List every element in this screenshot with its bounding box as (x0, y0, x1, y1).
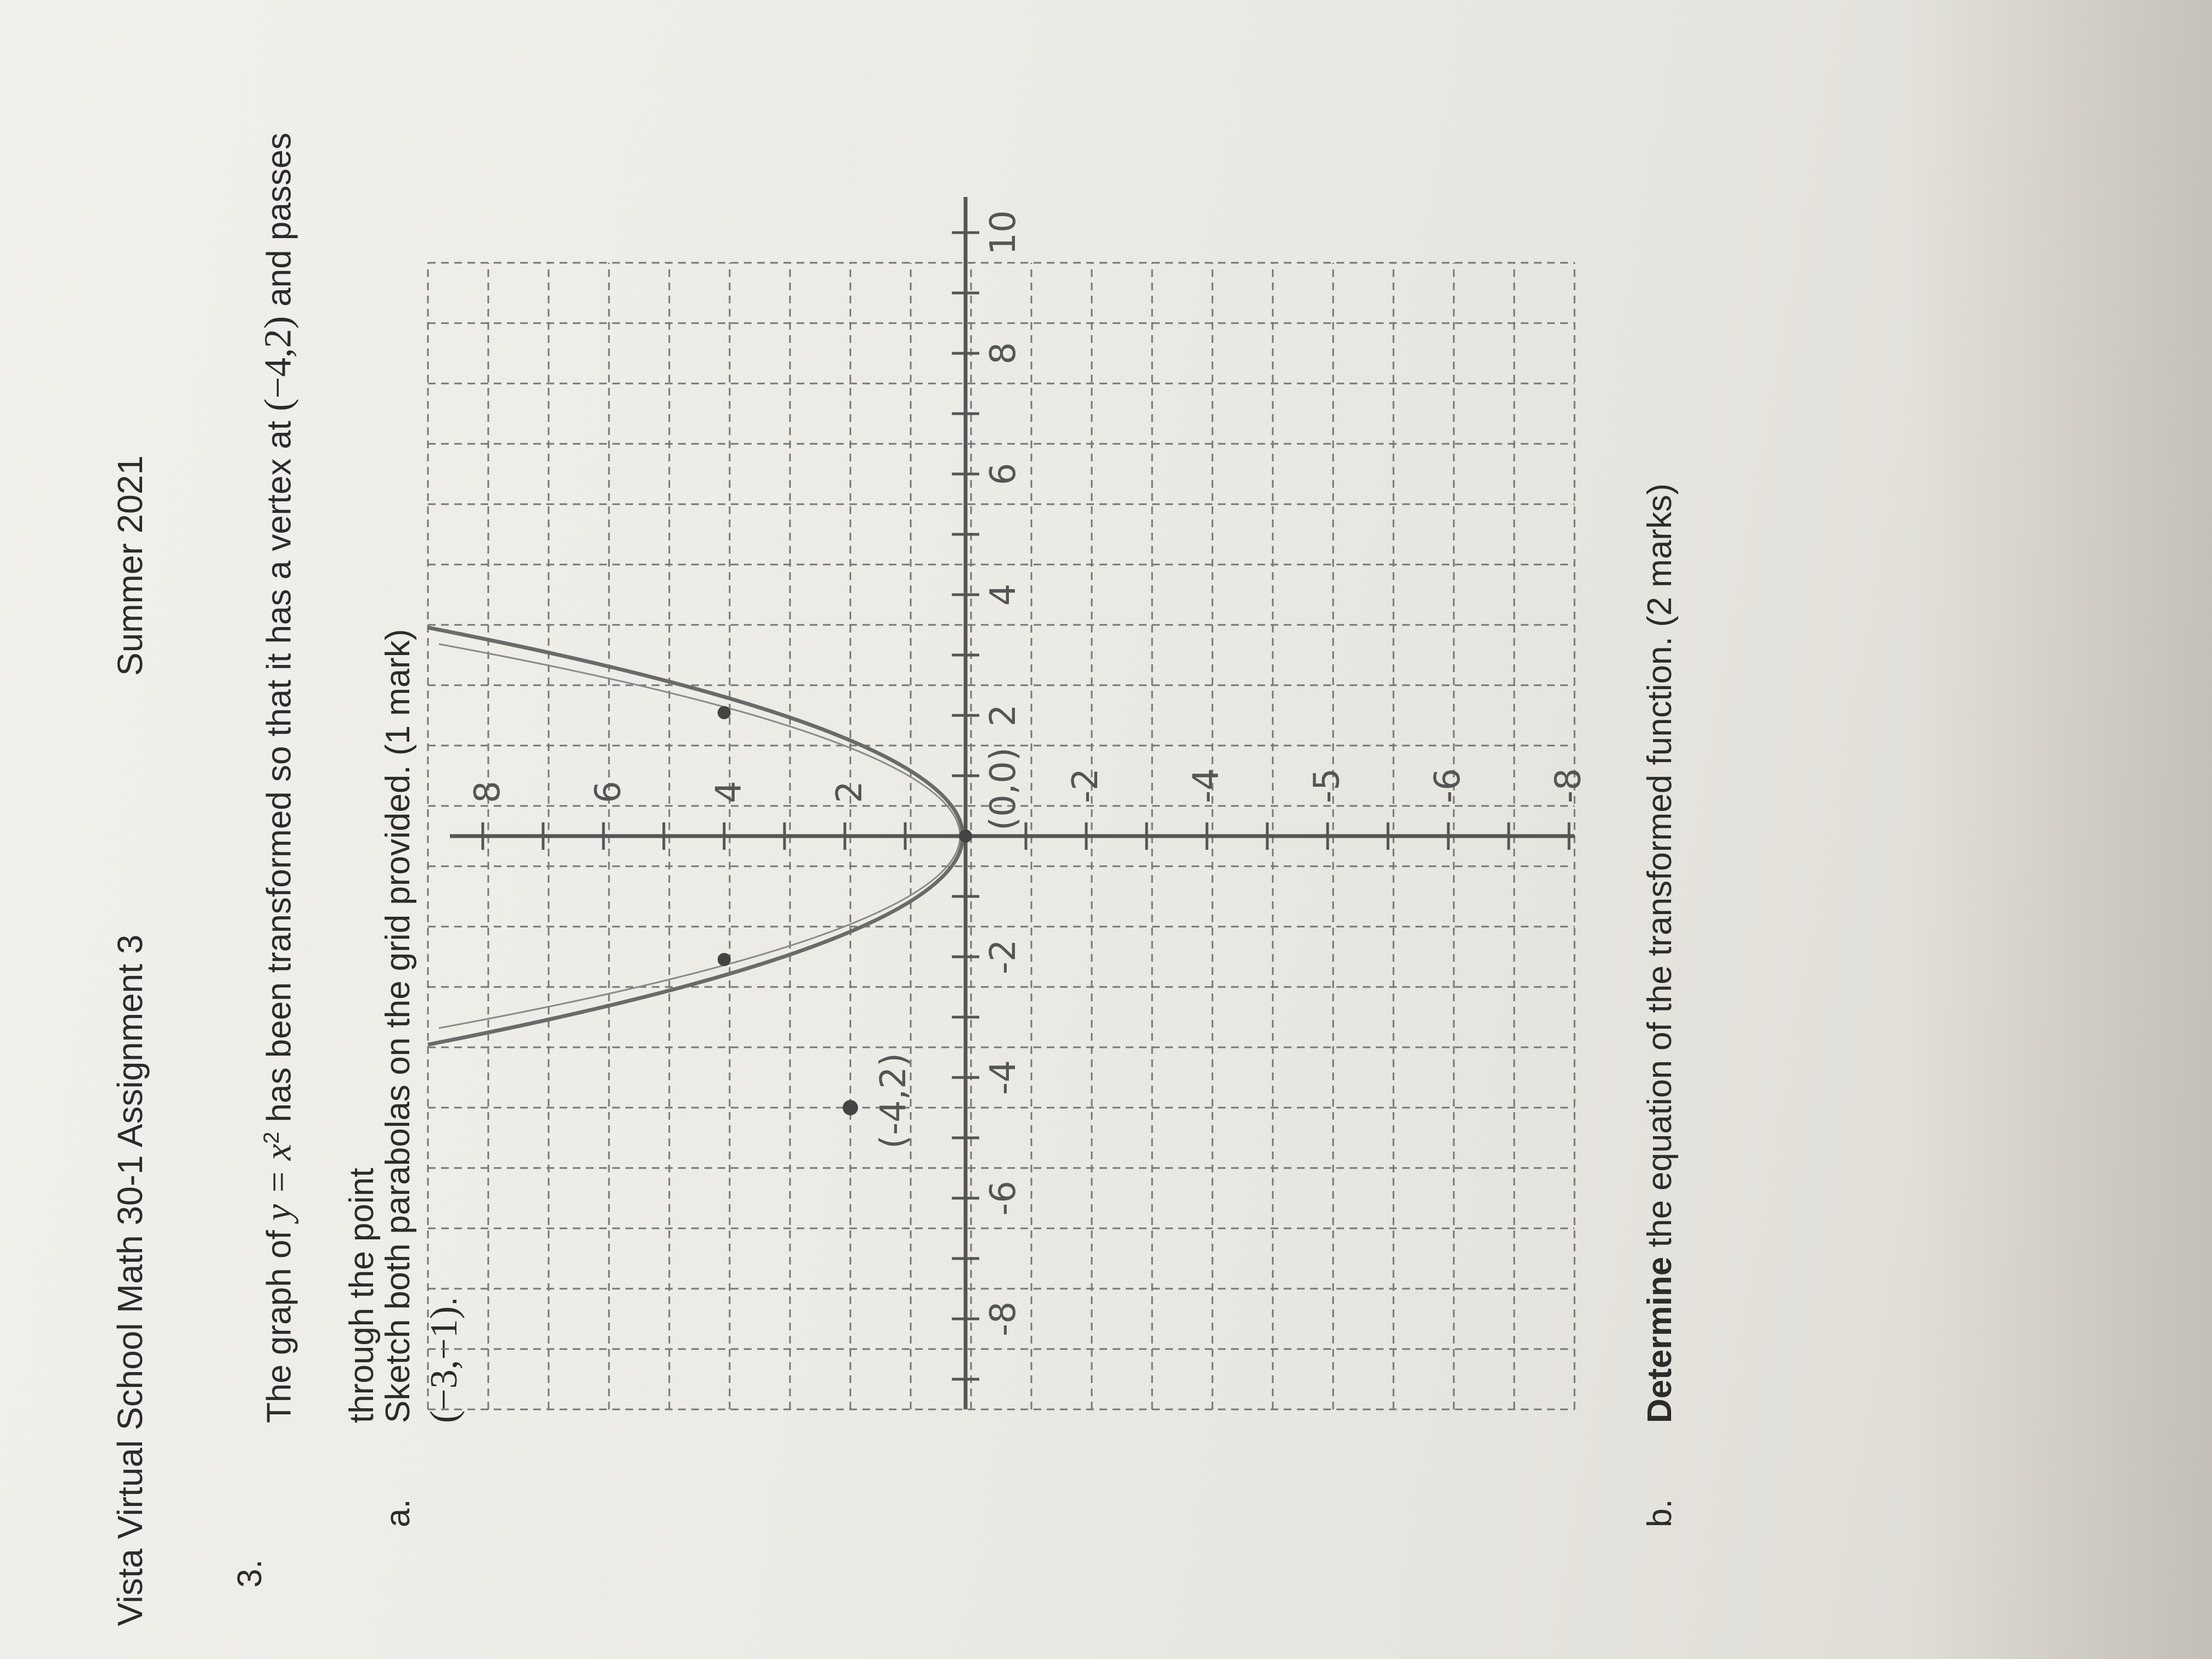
origin-hand-label: (0,0) (983, 747, 1024, 831)
part-a-letter: a. (379, 1499, 417, 1527)
y-axis-hand-label: -4 (1186, 768, 1227, 803)
question-exponent: 2 (259, 1131, 284, 1144)
question-vertex: (−4,2) (257, 316, 300, 411)
point-vertex-origin (959, 830, 972, 843)
x-axis-hand-label: -8 (983, 1301, 1024, 1336)
x-axis-hand-label: 10 (983, 210, 1024, 255)
question-point: (−3,−1) (422, 1306, 465, 1423)
part-b-text (1640, 483, 1679, 1423)
question-text-3: and passes through the point (260, 132, 381, 1423)
x-axis-hand-label: -2 (983, 939, 1024, 974)
x-axis-hand-label: 2 (983, 704, 1024, 727)
part-b-bold: Determine (1641, 1256, 1679, 1423)
y-axis-hand-label: -8 (1548, 768, 1589, 803)
part-b-letter: b. (1641, 1499, 1679, 1527)
part-b-rest: the equation of the transformed function. (2 marks) (1641, 483, 1679, 1257)
term-header: Summer 2021 (110, 455, 150, 676)
course-header: Vista Virtual School Math 30-1 Assignment 3 (110, 934, 150, 1626)
x-axis-hand-label: -4 (983, 1060, 1024, 1095)
part-a-text: Sketch both parabolas on the grid provided. (1 mark) (379, 629, 417, 1423)
vertex-hand-label: (-4,2) (873, 1053, 914, 1149)
y-axis-hand-label: 4 (709, 781, 749, 803)
question-text-1: The graph of (260, 1221, 298, 1423)
x-axis-hand-label: 6 (983, 462, 1024, 486)
question-number: 3. (231, 1559, 269, 1588)
y-axis-hand-label: 8 (467, 781, 508, 803)
y-axis-hand-label: 2 (830, 781, 870, 803)
y-axis-hand-label: -5 (1307, 768, 1347, 803)
point-right-4 (718, 706, 731, 719)
x-axis-hand-label: 8 (983, 342, 1024, 365)
question-equation: y = x (257, 1143, 299, 1221)
question-text-4: . (426, 1296, 464, 1306)
y-axis-hand-label: 6 (588, 781, 629, 803)
point-vertex-transformed (843, 1100, 858, 1115)
y-axis-hand-label: -2 (1065, 768, 1106, 803)
question-text-2: has been transformed so that it has a vertex at (260, 411, 298, 1132)
x-axis-hand-label: -6 (983, 1181, 1024, 1216)
y-axis-hand-label: -6 (1427, 768, 1468, 803)
x-axis-hand-label: 4 (983, 583, 1024, 606)
point-left-4 (718, 953, 731, 966)
